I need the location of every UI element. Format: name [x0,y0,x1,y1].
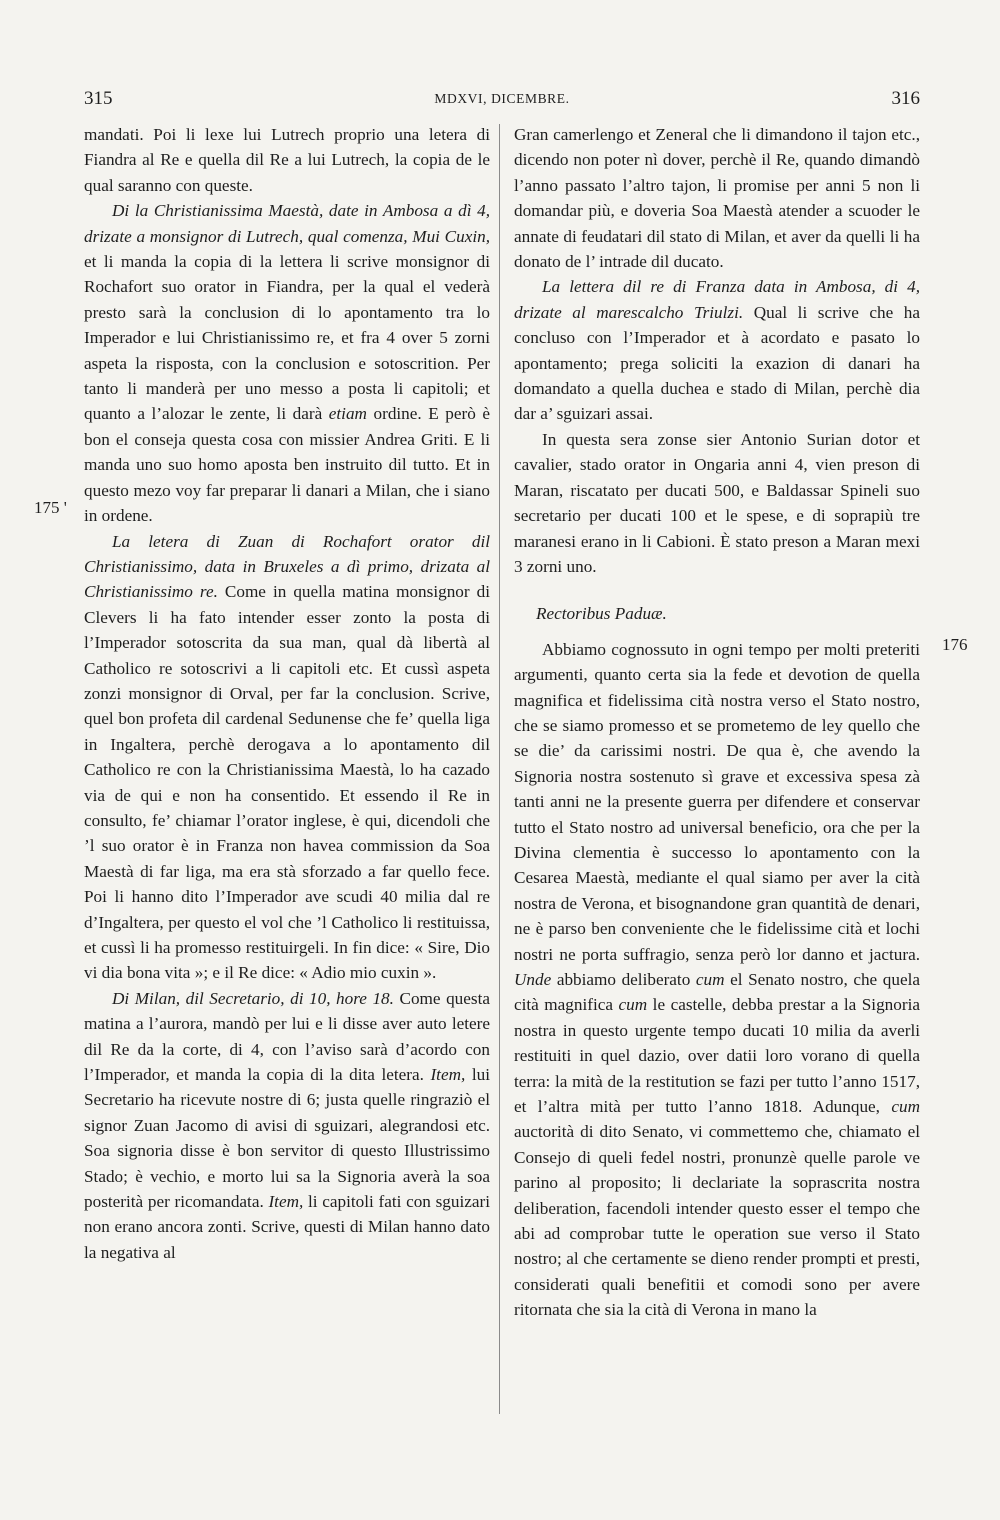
paragraph-text: li capitoli fati con sguizari non erano ancora zonti. Scrive, questi di Milan hanno dato la negativa al [84,1192,490,1262]
latin-word: etiam [328,404,367,424]
paragraph-text: el Senato nostro, che quela cità magnifica [514,970,920,1015]
paragraph-text: abbiamo deliberato [551,970,696,989]
right-page-number: 316 [891,88,920,109]
latin-word: Item, [268,1192,304,1212]
paragraph: In questa sera zonse sier Antonio Surian dotor et cavalier, stado orator in Ongaria anni 4, vien preson di Maran, riscatato per ducati 500, e Baldassar Spineli suo secretario per ducati 100 et le spese, e di soprapiù tre maranesi erano in li Cabioni. È stato preson a Maran mexi 3 zorni uno. [514,429,920,576]
paragraph-text: Abbiamo cognossuto in ogni tempo per molti preteriti argumenti, quanto certa sia la fede et devotion de quella magnifica et fidelissima cità nostra verso el Stato nostro, che se siamo promesso et se prometemo de ley quello che se die’ da carissimi nostri. De qua è, che avendo la Signoria nostra sostenuto sì grave et excessiva spesa zà tanti anni ne la presente guerra per difendere et conservar tutto el Stato nostro ad universal beneficio, ora che per la Divina clementia è successo lo apontamento con la Cesarea Maestà, mediante el qual siamo per aver la cità nostra de Verona, et bisognandone gran quantità de denari, ne è parso ben conveniente che le fidelissime cità et lochi nostri ne porta suffragio, senza però lor danno et jactura. [514,639,920,964]
entry-heading: Di la Christianissima Maestà, date in Ambosa a dì 4, drizate a monsignor di Lutrech, qual comenza, Mui Cuxin, [84,201,490,246]
paragraph-text: auctorità di dito Senato, vi commettemo che, chiamato el Consejo di queli fedel nostri, pronunzè quelle parole ve parino al proposito; li declariate la soprascrita nostra deliberation, facendoli intender questo esser el tempo che abi ad comprobar tutte le operation sue verso il Stato nostro; al che certamente se dieno render prompti et presti, considerati quali benefitii et comodi sono per avere ritornata che sia la cità di Verona in mano la [514,1122,920,1320]
paragraph [84,198,490,528]
paragraph-text: Come questa matina a l’aurora, mandò per lui e li disse aver auto letere dil Re da la corte, di 4, con l’aviso sarà d’acordo con l’Imperador, et manda la copia di la dita letera. [84,988,490,1085]
entry-heading: La letera di Zuan di Rochafort orator dil Christianissimo, data in Bruxeles a dì primo, drizata al Christianissimo re. [84,531,490,602]
paragraph-text: ordine. E però è bon el conseja questa cosa con missier Andrea Griti. E li manda uno suo homo aposta ben instruito dil tutto. Et in questo mezo voy far preparar li danari a Milan, che i siano in ordene. [84,404,490,526]
paragraph-text: le castelle, debba prestar a la Signoria nostra in questo urgente tempo ducati 10 milia da averli restituiti in quel dazio, over datii loro vorano di quella terra: la mità de la restitution se fazi per tutto l’anno 1517, et l’altra mità per tutto l’anno 1818. Adunque, [514,995,920,1117]
paragraph: Gran camerlengo et Zeneral che li dimandono il tajon etc., dicendo non poter nì dover, perchè il Re, quando dimandò l’anno passato l’altro tajon, li promise per anni 5 non li domandar più, e doveria Soa Maestà atender a scuoder le annate di feudatari dil stato di Milan, et aver da quelli li ha donato de l’ intrade dil ducato. [514,125,920,272]
latin-word: cum [695,970,725,989]
paragraph-text: Come in quella matina monsignor di Clevers li ha fato intender esser zonto la posta di l’Imperador sotoscrita da sua man, qual dà libertà al Catholico re sotoscrivi a li capitoli etc. Et cussì aspeta zonzi monsignor di Orval, per far la conclusion. Scrive, quel bon profeta dil cardenal Sedunense che fe’ quella liga in Ingaltera, perchè derogava a lo apontamento dil Catholico re con la Christianissima Maestà, lo ha cazado via de qui e non ha consentido. Et essendo il Re in consulto, fe’ chiamar l’orator inglese, è qui, dicendoli che ’l suo orator è in Franza non havea commission da Soa Maestà di far liga, ma era stà sforzado a far quello fece. Poi li hanno dito l’Imperador ave scudi 40 milia dal re d’Ingaltera, per questo el vol che ’l Catholico li restituissa, et cussì li ha promesso restituirgeli. In fin dice: « Sire, Dio vi dia bona vita »; e il Re dice: « Adio mio cuxin ». [84,582,490,983]
paragraph-text: Qual li scrive che ha concluso con l’Imperador et à acordato e pasato lo apontamento; prega soliciti la exazion di danari ha domandato a quella duchea e stado di Milan, perchè dia dar a’ sguizari assai. [514,302,920,424]
running-head [84,88,920,114]
paragraph-text: et li manda la copia di la lettera li scrive monsignor di Rochafort suo orator in Fiandra, per la qual el vederà presto sarà la conclusion di lo apontamento tra lo Imperador e lui Christianissimo re, et fra 4 over 5 zorni aspeta la risposta, con la conclusion e sotoscrition. Per tanto li manderà per uno messo a posta li capitoli; et quanto a l’alozar le zente, li darà [84,252,490,424]
paragraph [514,637,920,1323]
latin-word: cum [891,1097,920,1117]
running-title: MDXVI, DICEMBRE. [434,91,570,106]
left-page-number: 315 [84,88,113,109]
column-divider [499,124,500,1414]
paragraph [84,529,490,986]
latin-word: Unde [514,970,552,989]
margin-folio-left: 175 ' [34,498,67,517]
latin-word: Item, [430,1065,466,1085]
entry-heading: La lettera dil re di Franza data in Ambosa, di 4, drizate al marescalcho Triulzi. [514,277,920,322]
paragraph [514,274,920,426]
latin-word: cum [618,995,648,1015]
paragraph [84,986,490,1265]
margin-folio-right: 176 [942,635,968,654]
section-heading: Rectoribus Paduæ. [536,604,667,624]
right-column [514,122,920,1323]
paragraph-text: lui Secretario ha ricevute nostre di 6; justa quelle ringraziò el signor Zuan Jacomo di avisi di sguizari, alegrandosi etc. Soa signoria disse è bon servitor di questo Illustrissimo Stado; è vechio, e morto lui sa la Signoria averà la soa posterità per ricomandata. [84,1065,490,1212]
paragraph: mandati. Poi li lexe lui Lutrech proprio una letera di Fiandra al Re e quella dil Re a lui Lutrech, la copia de le qual saranno con queste. [84,125,490,195]
entry-heading: Di Milan, dil Secretario, di 10, hore 18. [112,988,394,1008]
left-column [84,122,490,1265]
